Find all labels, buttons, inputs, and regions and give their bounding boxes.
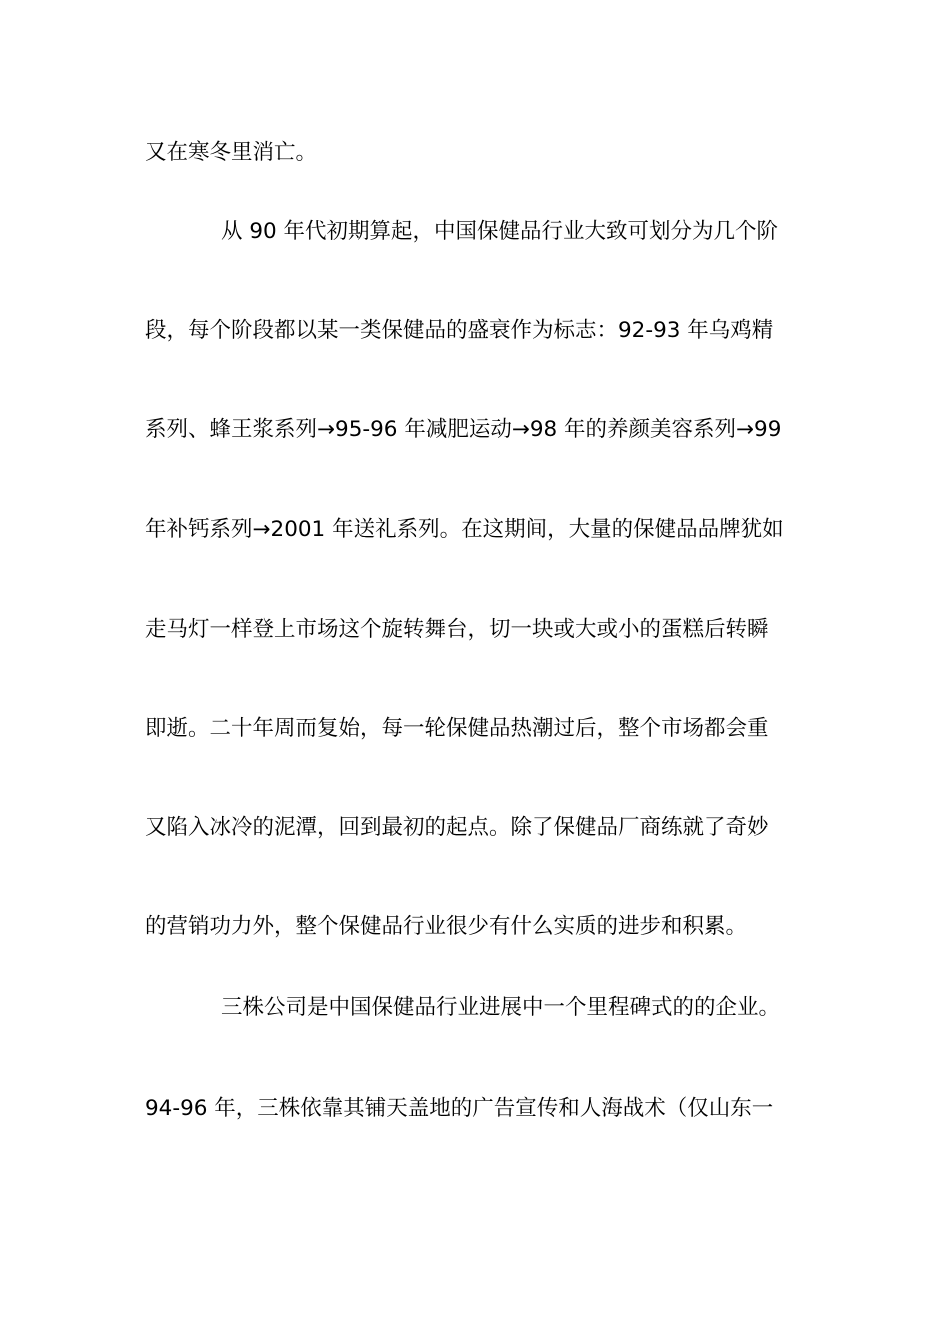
text-line-3: 段，每个阶段都以某一类保健品的盛衰作为标志：92-93 年乌鸡精 <box>145 318 774 343</box>
text-line-8: 又陷入冰冷的泥潭，回到最初的起点。除了保健品厂商练就了奇妙 <box>145 815 769 840</box>
text-line-10: 三株公司是中国保健品行业进展中一个里程碑式的的企业。 <box>221 995 781 1020</box>
text-line-5: 年补钙系列→2001 年送礼系列。在这期间，大量的保健品品牌犹如 <box>145 517 784 542</box>
text-line-7: 即逝。二十年周而复始，每一轮保健品热潮过后，整个市场都会重 <box>145 716 769 741</box>
text-line-1: 又在寒冬里消亡。 <box>145 140 318 165</box>
text-line-2: 从 90 年代初期算起，中国保健品行业大致可划分为几个阶 <box>221 219 779 244</box>
text-line-6: 走马灯一样登上市场这个旋转舞台，切一块或大或小的蛋糕后转瞬 <box>145 617 769 642</box>
text-line-4: 系列、蜂王浆系列→95-96 年减肥运动→98 年的养颜美容系列→99 <box>145 417 782 442</box>
text-line-9: 的营销功力外，整个保健品行业很少有什么实质的进步和积累。 <box>145 914 748 939</box>
text-line-11: 94-96 年，三株依靠其铺天盖地的广告宣传和人海战术（仅山东一 <box>145 1096 774 1121</box>
